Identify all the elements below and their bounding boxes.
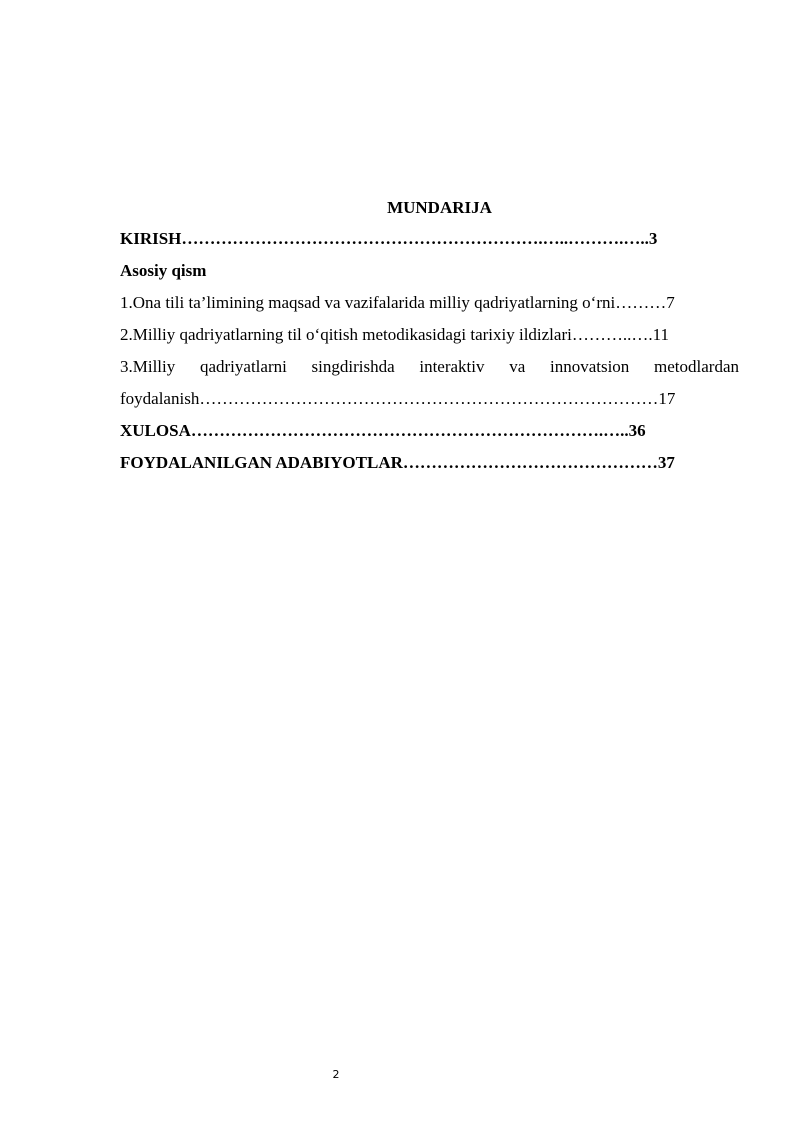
page-number: 2 <box>332 1068 340 1081</box>
toc-entry-1: 1.Ona tili ta’limining maqsad va vazifalarida milliy qadriyatlarning o‘rni………7 <box>120 293 675 312</box>
toc-entry-xulosa: XULOSA……………………………………………………………….…..36 <box>120 421 646 440</box>
toc-entry-3-line-2: foydalanish………………………………………………………………………17 <box>120 389 676 408</box>
table-of-contents <box>120 192 739 479</box>
toc-entry-adabiyotlar: FOYDALANILGAN ADABIYOTLAR………………………………………37 <box>120 453 675 472</box>
toc-title: MUNDARIJA <box>387 198 492 217</box>
toc-entry-2: 2.Milliy qadriyatlarning til o‘qitish metodikasidagi tarixiy ildizlari………..….11 <box>120 325 669 344</box>
toc-entry-3-line-1: 3.Milliy qadriyatlarni singdirishda interaktiv va innovatsion metodlardan <box>120 357 739 376</box>
toc-entry-kirish: KIRISH……………………………………………………….…..……….…..3 <box>120 229 658 248</box>
toc-section-heading: Asosiy qism <box>120 261 207 280</box>
